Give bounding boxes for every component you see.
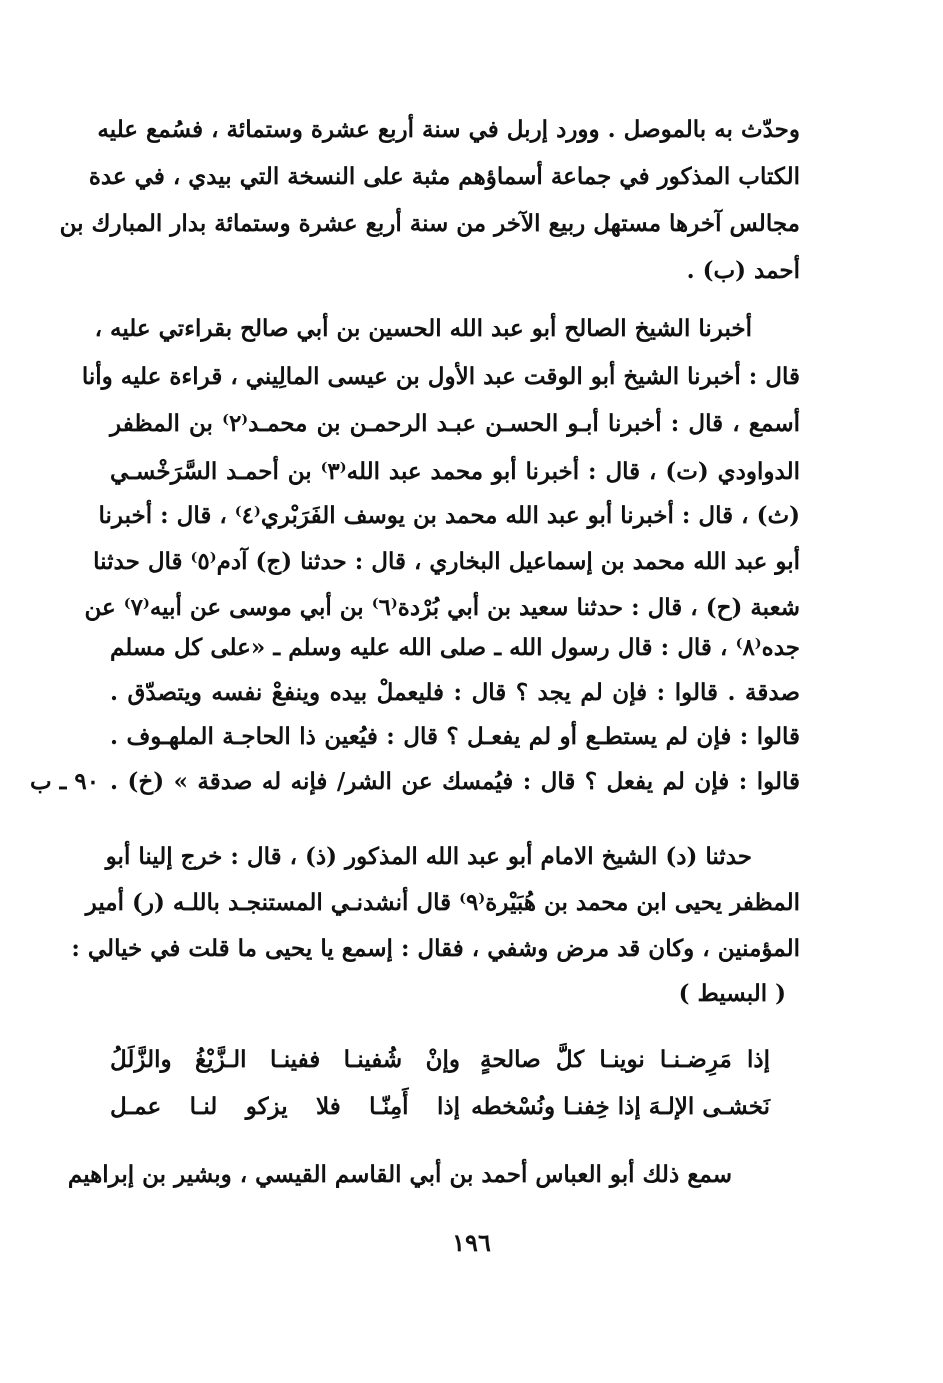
text-line: الدواودي (ت) ، قال : أخبرنا أبو محمد عبد الله⁽٣⁾ بن أحمـد السَّرَخْسـي [110, 458, 801, 485]
meter-label: ( البسيط ) [678, 980, 786, 1007]
text-line: قالوا : فإن لم يفعل ؟ قال : فيُمسك عن الشر/ فإنه له صدقة » (خ) . [110, 768, 800, 795]
text-line: أبو عبد الله محمد بن إسماعيل البخاري ، قال : حدثنا (ج) آدم⁽٥⁾ قال حدثنا [93, 548, 800, 575]
text-line: أسمع ، قال : أخبرنا أبـو الحسـن عبـد الرحمـن بن محمـد⁽٢⁾ بن المظفر [110, 410, 800, 437]
text-line: قال : أخبرنا الشيخ أبو الوقت عبد الأول بن عيسى المالِيني ، قراءة عليه وأنا [81, 363, 800, 390]
text-line: أخبرنا الشيخ الصالح أبو عبد الله الحسين بن أبي صالح بقراءتي عليه ، [94, 315, 752, 342]
text-line: مجالس آخرها مستهل ربيع الآخر من سنة أربع عشرة وستمائة بدار المبارك بن [59, 210, 800, 237]
page-number: ١٩٦ [452, 1228, 491, 1257]
folio-margin-note: ٩٠ ـ ب [30, 768, 100, 795]
verse-hemistich-left: إذا أَمِنّـا فلا يزكو لنـا عمـل [110, 1093, 460, 1120]
verse-hemistich-left: وإنْ شُفينـا ففينـا الـزَّيْغُ والزَّلَلُ [110, 1046, 460, 1073]
text-line: جده⁽٨⁾ ، قال : قال رسول الله ـ صلى الله عليه وسلم ـ «على كل مسلم [110, 634, 800, 661]
text-line: صدقة . قالوا : فإن لم يجد ؟ قال : فليعملْ بيده وينفعْ نفسه ويتصدّق . [110, 679, 800, 706]
text-line: الكتاب المذكور في جماعة أسماؤهم مثبة على النسخة التي بيدي ، في عدة [88, 163, 800, 190]
text-line: قالوا : فإن لم يستطـع أو لم يفعـل ؟ قال : فيُعين ذا الحاجـة الملهـوف . [110, 723, 800, 750]
verse-hemistich-right: إذا مَرِضـنـا نوينـا كلَّ صالحةٍ [480, 1046, 770, 1073]
text-line: حدثنا (د) الشيخ الامام أبو عبد الله المذكور (ذ) ، قال : خرج إلينا أبو [105, 843, 752, 870]
text-line: سمع ذلك أبو العباس أحمد بن أبي القاسم القيسي ، وبشير بن إبراهيم [67, 1161, 732, 1188]
text-line: شعبة (ح) ، قال : حدثنا سعيد بن أبي بُرْدة⁽٦⁾ بن أبي موسى عن أبيه⁽٧⁾ عن [84, 594, 800, 621]
text-line: المؤمنين ، وكان قد مرض وشفي ، فقال : إسمع يا يحيى ما قلت في خيالي : [71, 935, 800, 962]
text-line: وحدّث به بالموصل . وورد إربل في سنة أربع عشرة وستمائة ، فسُمع عليه [97, 116, 800, 143]
text-line: المظفر يحيى ابن محمد بن هُبَيْرة⁽٩⁾ قال أنشدنـي المستنجـد باللـه (ر) أمير [85, 889, 800, 916]
text-line: أحمد (ب) . [686, 257, 800, 284]
verse-hemistich-right: نَخشـى الإلـهَ إذا خِفنـا ونُسْخطه [471, 1093, 770, 1120]
text-line: (ث) ، قال : أخبرنا أبو عبد الله محمد بن يوسف الفَرَبْري⁽٤⁾ ، قال : أخبرنا [98, 502, 800, 529]
